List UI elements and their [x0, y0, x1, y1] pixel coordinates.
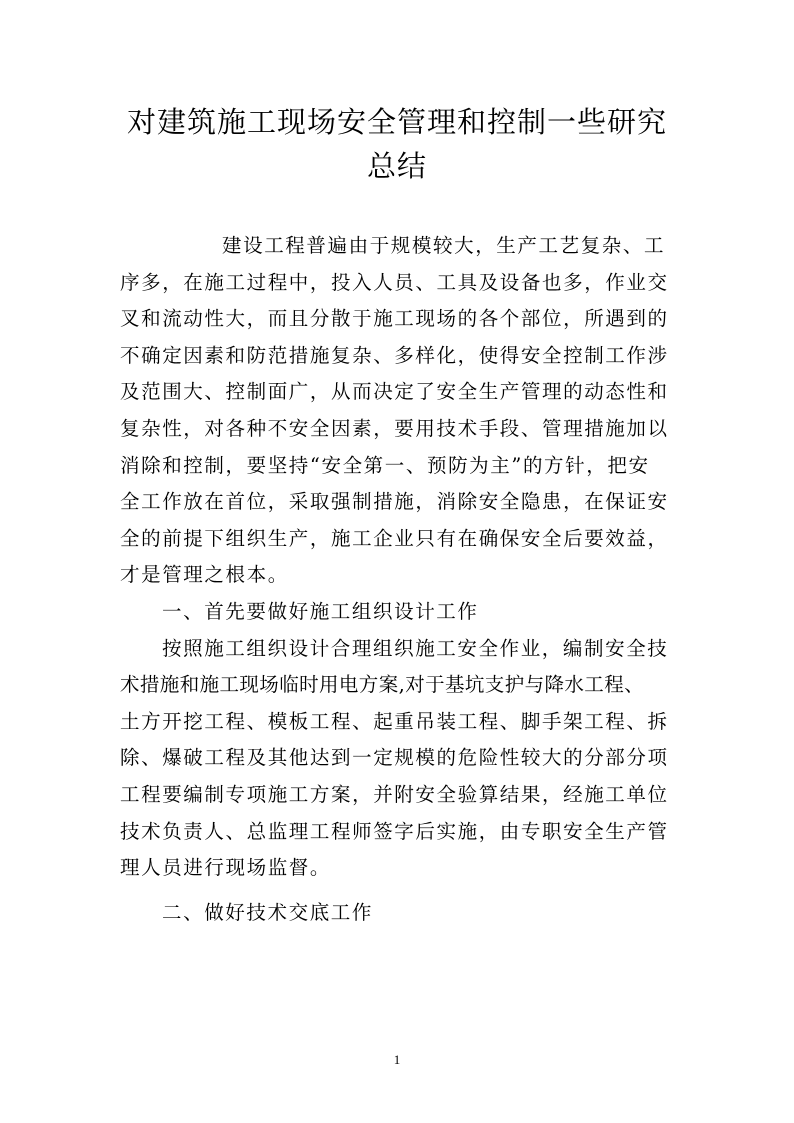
paragraph-1-line: 及范围大、控制面广，从而决定了安全生产管理的动态性和: [120, 380, 669, 404]
paragraph-2-line: 术措施和施工现场临时用电方案,对于基坑支护与降水工程、: [120, 673, 644, 697]
title-line-1: 对建筑施工现场安全管理和控制一些研究: [126, 105, 667, 139]
document-title: [118, 100, 676, 188]
paragraph-1-line: 全工作放在首位，采取强制措施，消除安全隐患，在保证安: [120, 490, 669, 514]
paragraph-2-line: 理人员进行现场监督。: [120, 856, 332, 880]
paragraph-1-line: 不确定因素和防范措施复杂、多样化，使得安全控制工作涉: [120, 343, 669, 367]
title-line-2: 总结: [366, 149, 427, 183]
paragraph-2-line: 按照施工组织设计合理组织施工安全作业，编制安全技: [162, 636, 669, 660]
paragraph-1-line: 序多，在施工过程中，投入人员、工具及设备也多，作业交: [120, 270, 669, 294]
paragraph-1-line: 叉和流动性大，而且分散于施工现场的各个部位，所遇到的: [120, 307, 669, 331]
paragraph-1-line: 消除和控制，要坚持“安全第一、预防为主”的方针，把安: [120, 453, 650, 477]
section-heading-1: 一、首先要做好施工组织设计工作: [162, 599, 479, 623]
page-number: 1: [393, 1052, 401, 1067]
section-heading-2: 二、做好技术交底工作: [162, 900, 374, 924]
paragraph-1-line: 建设工程普遍由于规模较大，生产工艺复杂、工: [222, 234, 666, 257]
paragraph-1-line: 全的前提下组织生产，施工企业只有在确保安全后要效益，: [120, 526, 669, 550]
paragraph-2-line: 土方开挖工程、模板工程、起重吊装工程、脚手架工程、拆: [120, 709, 669, 733]
paragraph-2-line: 工程要编制专项施工方案，并附安全验算结果，经施工单位: [120, 782, 669, 806]
paragraph-gap: [120, 887, 680, 895]
paragraph-1-line: 才是管理之根本。: [120, 563, 289, 587]
paragraph-2-line: 除、爆破工程及其他达到一定规模的危险性较大的分部分项: [120, 746, 669, 770]
paragraph-2-line: 技术负责人、总监理工程师签字后实施，由专职安全生产管: [120, 819, 669, 843]
document-body: [120, 228, 680, 931]
paragraph-1-line: 复杂性，对各种不安全因素，要用技术手段、管理措施加以: [120, 416, 669, 440]
